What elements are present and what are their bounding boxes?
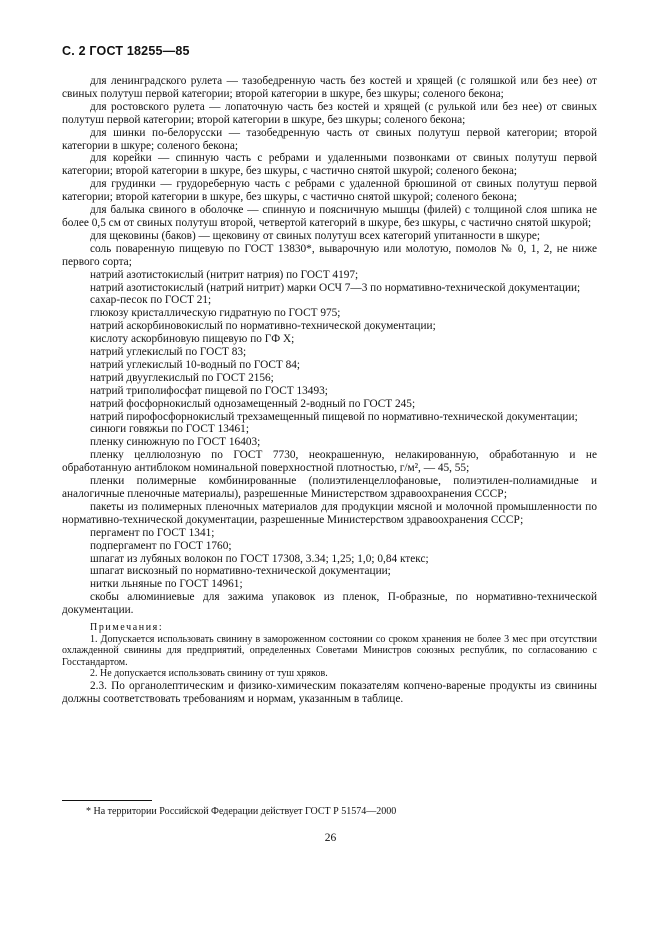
body-paragraph: для грудинки — грудореберную часть с ребрами с удаленной брюшиной от свиных полутуш первой категории; второй категории в шкуре, без шкуры, с частично снятой шкурой; соленого бекона;: [62, 178, 597, 204]
body-paragraph: натрий углекислый 10-водный по ГОСТ 84;: [90, 358, 301, 371]
body-paragraph: для балыка свиного в оболочке — спинную и поясничную мышцы (филей) с толщиной слоя шпика не более 0,5 см от свиных полутуш второй, четвертой категорий в шкуре, без шкуры, с частично снятой шкурой;: [62, 204, 597, 229]
body-paragraph: соль поваренную пищевую по ГОСТ 13830*, выварочную или молотую, помолов № 0, 1, 2, не ниже первого сорта;: [62, 242, 597, 268]
body-paragraph: натрий пирофосфорнокислый трехзамещенный пищевой по нормативно-технической документации;: [90, 410, 578, 423]
body-paragraph: натрий аскорбиновокислый по нормативно-технической документации;: [90, 320, 436, 333]
body-paragraph: глюкозу кристаллическую гидратную по ГОСТ 975;: [90, 307, 341, 320]
body-paragraph: скобы алюминиевые для зажима упаковок из пленок, П-образные, по нормативно-технической документации.: [62, 591, 597, 617]
notes-title: Примечания:: [90, 622, 164, 634]
body-paragraph: пленки полимерные комбинированные (полиэтиленцеллофановые, полиэтилен-полиамидные и аналогичные пленочные материалы), разрешенные Министерством здравоохранения СССР;: [62, 475, 597, 500]
body-paragraph: пакеты из полимерных пленочных материалов для продукции мясной и молочной промышленности по нормативно-технической документации, разрешенные Министерством здравоохранения СССР;: [62, 500, 597, 526]
body-paragraph: натрий фосфорнокислый однозамещенный 2-водный по ГОСТ 245;: [90, 397, 416, 410]
page-number: 26: [324, 832, 337, 844]
body-paragraph: подпергамент по ГОСТ 1760;: [90, 539, 232, 552]
document-body: [62, 75, 597, 706]
body-paragraph: шпагат из лубяных волокон по ГОСТ 17308, 3.34; 1,25; 1,0; 0,84 ктекс;: [90, 552, 429, 565]
body-paragraph: натрий углекислый по ГОСТ 83;: [90, 346, 247, 359]
body-paragraph: натрий азотистокислый (нитрит натрия) по ГОСТ 4197;: [90, 268, 359, 281]
footnote-divider: [62, 800, 152, 801]
body-paragraph: для шинки по-белорусски — тазобедренную часть от свиных полутуш первой категории; второй категории в шкуре; соленого бекона;: [62, 126, 597, 152]
body-paragraph: натрий двууглекислый по ГОСТ 2156;: [90, 371, 274, 384]
body-paragraph: пленку целлюлозную по ГОСТ 7730, неокрашенную, нелакированную, обработанную и не обработанную антиблоком номинальной поверхностной плотностью, г/м², — 45, 55;: [62, 449, 597, 475]
page-header: С. 2 ГОСТ 18255—85: [62, 44, 190, 58]
body-paragraph: для корейки — спинную часть с ребрами и удаленными позвонками от свиных полутуш первой категории; второй категории в шкуре, без шкуры, с частично снятой шкурой; соленого бекона;: [62, 152, 597, 178]
section-2-3: 2.3. По органолептическим и физико-химическим показателям копчено-вареные продукты из свинины должны соответствовать требованиям и нормам, указанным в таблице.: [62, 680, 597, 705]
note-item: 1. Допускается использовать свинину в замороженном состоянии со сроком хранения не более 3 мес при отсутствии охлажденной свинины для предприятий, определенных Советами Министров союзных республик, по согласованию с Госстандартом.: [62, 633, 597, 668]
body-paragraph: пергамент по ГОСТ 1341;: [90, 526, 215, 539]
note-item: 2. Не допускается использовать свинину от туш хряков.: [90, 668, 328, 680]
body-paragraph: синюги говяжьи по ГОСТ 13461;: [90, 423, 249, 436]
body-paragraph: пленку синюжную по ГОСТ 16403;: [90, 436, 261, 449]
notes-block: [62, 622, 597, 680]
body-paragraph: кислоту аскорбиновую пищевую по ГФ X;: [90, 333, 295, 346]
body-paragraph: для ленинградского рулета — тазобедренную часть без костей и хрящей (с голяшкой или без нее) от свиных полутуш первой категории; второй категории в шкуре, без шкуры; соленого бекона;: [62, 75, 597, 100]
body-paragraph: шпагат вискозный по нормативно-технической документации;: [90, 565, 391, 578]
body-paragraph: натрий азотистокислый (натрий нитрит) марки ОСЧ 7—3 по нормативно-технической документации;: [90, 281, 581, 294]
body-paragraph: сахар-песок по ГОСТ 21;: [90, 294, 212, 307]
body-paragraph: для ростовского рулета — лопаточную часть без костей и хрящей (с рулькой или без нее) от свиных полутуш первой категории; второй категории в шкуре, без шкуры; соленого бекона;: [62, 100, 597, 126]
footnote: * На территории Российской Федерации действует ГОСТ Р 51574—2000: [86, 806, 397, 817]
body-paragraph: нитки льняные по ГОСТ 14961;: [90, 578, 243, 591]
paragraph-list: [62, 75, 597, 617]
body-paragraph: натрий триполифосфат пищевой по ГОСТ 13493;: [90, 384, 328, 397]
body-paragraph: для щековины (баков) — щековину от свиных полутуш всех категорий упитанности в шкуре;: [90, 229, 540, 242]
